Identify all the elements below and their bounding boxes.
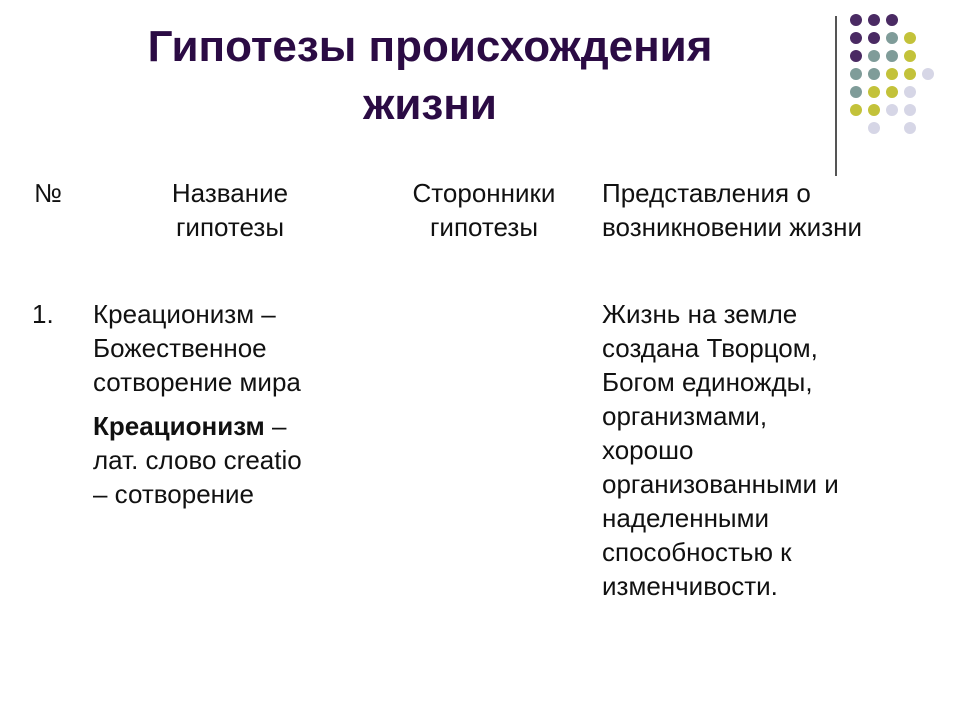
decorative-dot: [850, 86, 862, 98]
row-1-definition: [93, 297, 383, 399]
page-title-line-2: жизни: [363, 80, 497, 129]
row-1-views-line-2: создана Творцом,: [602, 333, 818, 363]
row-1-views-line-5: хорошо: [602, 435, 694, 465]
row-1-views-line-4: организмами,: [602, 401, 768, 431]
decorative-dot: [904, 122, 916, 134]
page-title: [60, 18, 800, 134]
row-1-views-line-7: наделенными: [602, 503, 770, 533]
row-1-definition-line-2: Божественное: [93, 333, 267, 363]
decorative-dot: [868, 32, 880, 44]
header-hypothesis-name: [120, 176, 340, 244]
decorative-dot: [868, 122, 880, 134]
row-1-etymology-line-3: – сотворение: [93, 479, 255, 509]
decorative-dot: [850, 32, 862, 44]
decorative-dot: [904, 50, 916, 62]
header-views-line-1: Представления о: [602, 178, 811, 208]
header-supporters-line-1: Сторонники: [412, 178, 556, 208]
row-1-etymology-line-2: лат. слово creatio: [93, 445, 302, 475]
decorative-dot: [904, 104, 916, 116]
decorative-dot: [886, 32, 898, 44]
row-1-views-line-8: способностью к: [602, 537, 792, 567]
decorative-dot: [922, 68, 934, 80]
decorative-dot: [886, 68, 898, 80]
row-1-etymology-dash: –: [264, 411, 287, 441]
row-1-views-line-6: организованными и: [602, 469, 839, 499]
row-1-views-line-1: Жизнь на земле: [602, 299, 798, 329]
row-1-number: 1.: [32, 299, 54, 329]
decorative-dot: [850, 68, 862, 80]
decorative-dot: [850, 50, 862, 62]
header-hypothesis-name-line-2: гипотезы: [175, 212, 285, 242]
header-views: [602, 176, 952, 244]
row-1-hypothesis-name: [93, 297, 383, 511]
decorative-dot: [904, 86, 916, 98]
header-supporters: [384, 176, 584, 244]
row-1-etymology-line-1: [93, 409, 383, 443]
header-supporters-line-2: гипотезы: [429, 212, 539, 242]
row-1-definition-line-3: сотворение мира: [93, 367, 301, 397]
decorative-dot: [868, 68, 880, 80]
decorative-dot-grid: [850, 14, 950, 154]
header-views-line-2: возникновении жизни: [602, 212, 863, 242]
row-1-views-line-9: изменчивости.: [602, 571, 778, 601]
decorative-dot: [868, 50, 880, 62]
header-number: №: [34, 178, 62, 208]
decorative-dot: [886, 50, 898, 62]
row-1-views-line-3: Богом единожды,: [602, 367, 813, 397]
decorative-dot: [904, 68, 916, 80]
decorative-dot: [868, 86, 880, 98]
decorative-dot: [886, 104, 898, 116]
page-title-line-1: Гипотезы происхождения: [147, 22, 713, 71]
decorative-dot: [850, 14, 862, 26]
decorative-divider: [835, 16, 837, 176]
decorative-dot: [868, 104, 880, 116]
row-1-etymology-term: Креационизм: [93, 411, 265, 441]
decorative-dot: [886, 14, 898, 26]
row-1-definition-line-1: Креационизм –: [93, 299, 276, 329]
decorative-dot: [850, 104, 862, 116]
row-1-etymology: [93, 409, 383, 511]
decorative-dot: [868, 14, 880, 26]
header-hypothesis-name-line-1: Название: [171, 178, 289, 208]
decorative-dot: [886, 86, 898, 98]
decorative-dot: [904, 32, 916, 44]
row-1-views: [602, 297, 952, 603]
